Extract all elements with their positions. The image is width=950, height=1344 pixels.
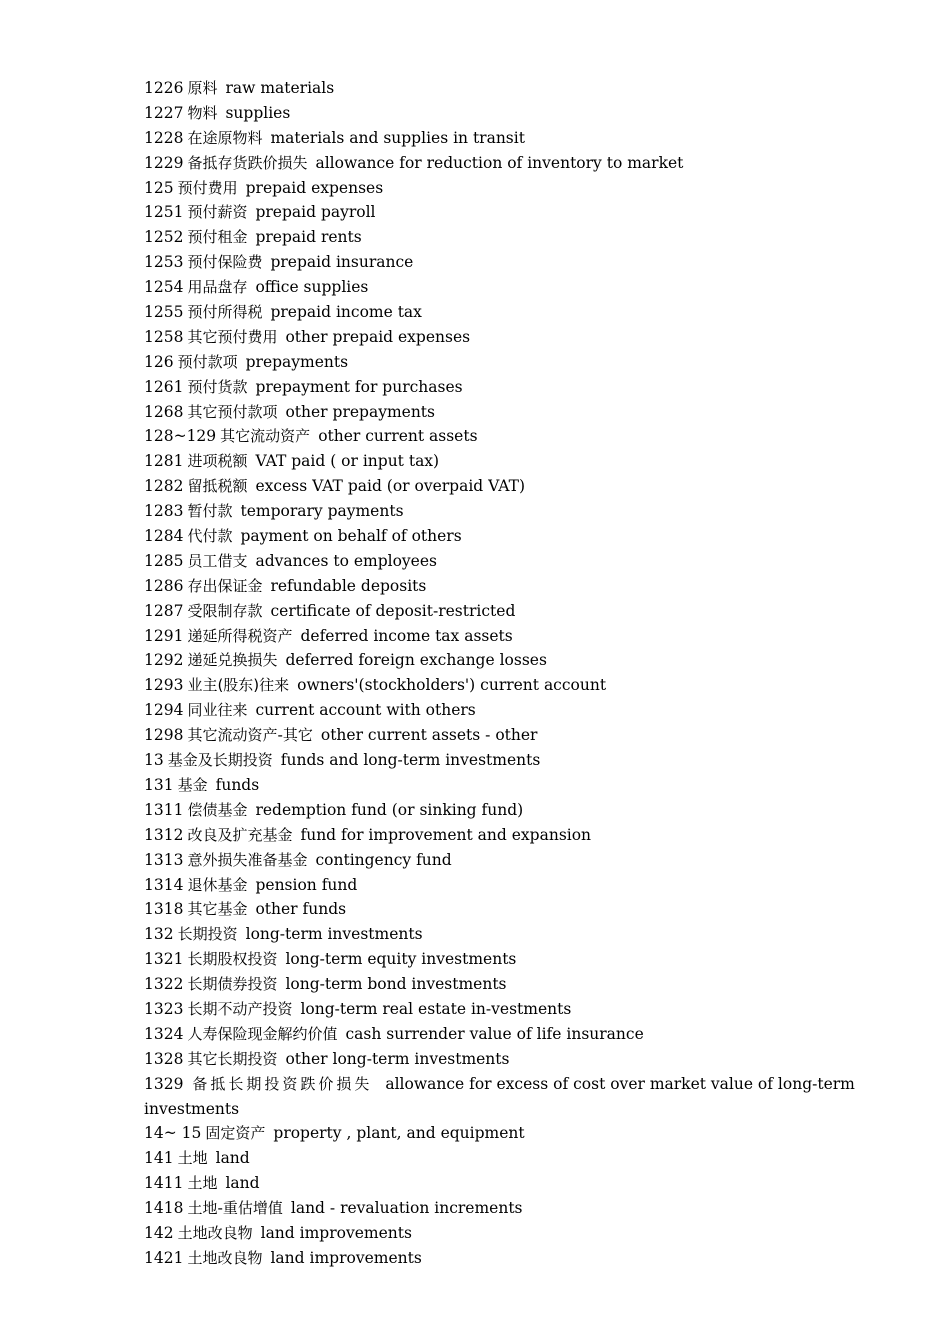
account-name-en: payment on behalf of others — [240, 527, 462, 546]
account-name-zh: 长期债券投资 — [187, 975, 278, 994]
account-code: 1285 — [144, 551, 184, 570]
account-name-zh: 存出保证金 — [187, 576, 263, 595]
account-name-zh: 基金 — [177, 775, 208, 794]
account-entry — [144, 947, 806, 972]
account-code: 1323 — [144, 999, 184, 1018]
account-name-zh: 意外损失准备基金 — [187, 850, 308, 869]
account-name-en: other prepayments — [285, 402, 435, 421]
account-name-zh: 预付薪资 — [187, 203, 248, 222]
account-name-en: raw materials — [225, 79, 335, 97]
account-name-zh: 备抵长期投资跌价损失 — [192, 1074, 373, 1093]
account-entry — [144, 524, 806, 549]
account-entry — [144, 225, 806, 250]
account-entry — [144, 897, 806, 922]
account-name-zh: 预付租金 — [187, 228, 248, 247]
account-entry — [144, 798, 806, 823]
account-name-en: current account with others — [255, 701, 476, 720]
account-code: 1314 — [144, 875, 184, 894]
account-name-zh: 改良及扩充基金 — [187, 825, 293, 844]
account-entry — [144, 1246, 806, 1271]
account-code: 1313 — [144, 850, 184, 869]
account-code: 1293 — [144, 676, 184, 695]
account-code: 1255 — [144, 303, 184, 322]
account-name-zh: 备抵存货跌价损失 — [187, 153, 308, 172]
account-name-en: long-term real estate in-vestments — [300, 999, 572, 1018]
account-name-zh: 长期投资 — [177, 925, 238, 944]
account-entry — [144, 375, 806, 400]
account-name-en: land — [215, 1149, 250, 1168]
account-name-zh: 人寿保险现金解约价值 — [187, 1024, 338, 1043]
account-name-en: certificate of deposit-restricted — [270, 601, 516, 620]
account-entry — [144, 474, 806, 499]
account-name-en: contingency fund — [315, 850, 452, 869]
account-code: 1287 — [144, 601, 184, 620]
account-name-en: property , plant, and equipment — [273, 1124, 525, 1143]
account-entry — [144, 499, 806, 524]
account-entry — [144, 823, 806, 848]
account-name-en: prepaid expenses — [245, 178, 384, 197]
account-entry — [144, 449, 806, 474]
account-name-zh: 物料 — [187, 103, 218, 122]
account-entry — [144, 549, 806, 574]
account-name-en: land improvements — [260, 1223, 412, 1242]
account-name-en-continued: investments — [144, 1099, 240, 1118]
account-name-en: funds — [215, 775, 260, 794]
account-entry — [144, 599, 806, 624]
account-entry — [144, 1221, 806, 1246]
account-code: 1421 — [144, 1248, 184, 1267]
account-code: 142 — [144, 1223, 174, 1242]
account-code: 1318 — [144, 900, 184, 919]
account-entry — [144, 400, 806, 425]
account-entry — [144, 424, 806, 449]
account-code: 131 — [144, 775, 174, 794]
account-name-zh: 业主(股东)往来 — [187, 676, 290, 695]
account-entry — [144, 176, 806, 201]
account-entry — [144, 723, 806, 748]
account-name-zh: 预付款项 — [177, 352, 238, 371]
account-code: 1251 — [144, 203, 184, 222]
account-name-zh: 在途原物料 — [187, 128, 263, 147]
account-name-en: VAT paid ( or input tax) — [255, 452, 440, 471]
account-name-en: other long-term investments — [285, 1049, 510, 1068]
account-entry — [144, 574, 806, 599]
account-entry — [144, 275, 806, 300]
account-name-zh: 留抵税额 — [187, 477, 248, 496]
account-entry — [144, 151, 806, 176]
account-entry — [144, 325, 806, 350]
account-entry — [144, 76, 806, 101]
account-name-en: land — [225, 1174, 260, 1193]
account-name-zh: 土地 — [187, 1174, 218, 1193]
account-name-zh: 同业往来 — [187, 701, 248, 720]
account-code: 1411 — [144, 1174, 184, 1193]
account-name-zh: 其它预付费用 — [187, 327, 278, 346]
account-name-en: fund for improvement and expansion — [300, 825, 592, 844]
account-name-en: redemption fund (or sinking fund) — [255, 800, 524, 819]
account-code: 1284 — [144, 527, 184, 546]
account-name-zh: 固定资产 — [205, 1124, 266, 1143]
account-code: 14~ 15 — [144, 1124, 202, 1143]
wrapped-entry-first-line — [144, 1072, 855, 1097]
account-code: 1228 — [144, 128, 184, 147]
account-code: 128~129 — [144, 427, 217, 446]
account-name-en: prepayment for purchases — [255, 377, 463, 396]
account-code: 1298 — [144, 726, 184, 745]
account-code: 1322 — [144, 975, 184, 994]
account-name-en: supplies — [225, 103, 291, 122]
account-name-en: owners'(stockholders') current account — [297, 676, 607, 695]
account-code: 1261 — [144, 377, 184, 396]
account-name-en: land - revaluation increments — [290, 1199, 523, 1218]
account-name-zh: 预付费用 — [177, 178, 238, 197]
account-entry — [144, 848, 806, 873]
account-name-en: temporary payments — [240, 502, 404, 521]
account-list — [144, 76, 806, 1072]
account-name-en: land improvements — [270, 1248, 422, 1267]
account-entry — [144, 250, 806, 275]
account-entry — [144, 748, 806, 773]
account-code: 1312 — [144, 825, 184, 844]
account-entry — [144, 1022, 806, 1047]
account-name-en: cash surrender value of life insurance — [345, 1024, 644, 1043]
account-code: 1283 — [144, 502, 184, 521]
account-entry — [144, 350, 806, 375]
account-name-zh: 预付保险费 — [187, 253, 263, 272]
account-name-zh: 土地 — [177, 1149, 208, 1168]
account-name-zh: 进项税额 — [187, 452, 248, 471]
account-name-zh: 基金及长期投资 — [167, 751, 273, 770]
account-name-en: allowance for excess of cost over market value of long-term — [385, 1074, 855, 1093]
account-entry — [144, 1146, 806, 1171]
document-page — [144, 76, 855, 1271]
account-name-en: prepaid insurance — [270, 253, 414, 272]
account-code: 1282 — [144, 477, 184, 496]
account-name-en: long-term equity investments — [285, 950, 517, 969]
account-name-en: office supplies — [255, 278, 369, 297]
account-name-zh: 受限制存款 — [187, 601, 263, 620]
account-code: 1229 — [144, 153, 184, 172]
account-entry — [144, 624, 806, 649]
account-name-en: funds and long-term investments — [280, 751, 541, 770]
account-code: 1292 — [144, 651, 184, 670]
account-code: 125 — [144, 178, 174, 197]
account-name-en: excess VAT paid (or overpaid VAT) — [255, 477, 526, 496]
account-name-en: prepaid rents — [255, 228, 362, 247]
account-name-zh: 用品盘存 — [187, 278, 248, 297]
account-name-zh: 预付所得税 — [187, 303, 263, 322]
account-entry-wrapped — [144, 1072, 855, 1122]
account-code: 1253 — [144, 253, 184, 272]
account-code: 1226 — [144, 79, 184, 97]
account-entry — [144, 1047, 806, 1072]
account-entry — [144, 922, 806, 947]
account-entry — [144, 648, 806, 673]
account-name-en: allowance for reduction of inventory to market — [315, 153, 684, 172]
account-name-zh: 长期股权投资 — [187, 950, 278, 969]
account-entry — [144, 972, 806, 997]
account-code: 1227 — [144, 103, 184, 122]
account-name-en: refundable deposits — [270, 576, 427, 595]
account-entry — [144, 300, 806, 325]
account-code: 132 — [144, 925, 174, 944]
account-entry — [144, 997, 806, 1022]
account-name-en: other prepaid expenses — [285, 327, 471, 346]
account-code: 1291 — [144, 626, 184, 645]
account-entry — [144, 1121, 806, 1146]
account-name-zh: 员工借支 — [187, 551, 248, 570]
account-name-zh: 长期不动产投资 — [187, 999, 293, 1018]
account-code: 1281 — [144, 452, 184, 471]
account-code: 1311 — [144, 800, 184, 819]
account-name-zh: 退休基金 — [187, 875, 248, 894]
account-name-zh: 偿债基金 — [187, 800, 248, 819]
account-name-zh: 其它流动资产 — [220, 427, 311, 446]
account-name-zh: 其它基金 — [187, 900, 248, 919]
account-code: 1324 — [144, 1024, 184, 1043]
account-name-zh: 其它长期投资 — [187, 1049, 278, 1068]
account-name-en: long-term investments — [245, 925, 423, 944]
account-code: 1329 — [144, 1074, 184, 1093]
account-code: 1268 — [144, 402, 184, 421]
account-name-zh: 原料 — [187, 79, 218, 97]
account-code: 1418 — [144, 1199, 184, 1218]
account-name-zh: 其它流动资产-其它 — [187, 726, 313, 745]
account-name-en: other funds — [255, 900, 347, 919]
account-name-en: other current assets — [318, 427, 478, 446]
account-name-zh: 暂付款 — [187, 502, 233, 521]
account-code: 1258 — [144, 327, 184, 346]
account-code: 1321 — [144, 950, 184, 969]
account-code: 1294 — [144, 701, 184, 720]
account-name-en: deferred foreign exchange losses — [285, 651, 547, 670]
account-entry — [144, 873, 806, 898]
account-code: 1328 — [144, 1049, 184, 1068]
account-name-en: other current assets - other — [320, 726, 538, 745]
account-code: 13 — [144, 751, 164, 770]
account-name-en: materials and supplies in transit — [270, 128, 525, 147]
account-name-zh: 递延兑换损失 — [187, 651, 278, 670]
account-name-zh: 递延所得税资产 — [187, 626, 293, 645]
account-name-zh: 预付货款 — [187, 377, 248, 396]
account-entry — [144, 200, 806, 225]
account-entry — [144, 773, 806, 798]
account-entry — [144, 101, 806, 126]
account-name-en: pension fund — [255, 875, 358, 894]
account-code: 1254 — [144, 278, 184, 297]
account-code: 1252 — [144, 228, 184, 247]
account-entry — [144, 673, 806, 698]
account-name-zh: 土地改良物 — [177, 1223, 253, 1242]
account-code: 1286 — [144, 576, 184, 595]
account-code: 126 — [144, 352, 174, 371]
account-name-en: prepaid income tax — [270, 303, 422, 322]
account-name-en: deferred income tax assets — [300, 626, 513, 645]
account-name-zh: 土地-重估增值 — [187, 1199, 283, 1218]
account-code: 141 — [144, 1149, 174, 1168]
account-name-zh: 土地改良物 — [187, 1248, 263, 1267]
account-entry — [144, 126, 806, 151]
account-entry — [144, 1171, 806, 1196]
account-name-en: prepayments — [245, 352, 349, 371]
account-name-zh: 其它预付款项 — [187, 402, 278, 421]
account-entry — [144, 1196, 806, 1221]
account-name-en: advances to employees — [255, 551, 437, 570]
account-name-en: prepaid payroll — [255, 203, 376, 222]
account-list-continued — [144, 1121, 806, 1270]
account-entry — [144, 698, 806, 723]
account-name-en: long-term bond investments — [285, 975, 507, 994]
account-name-zh: 代付款 — [187, 527, 233, 546]
